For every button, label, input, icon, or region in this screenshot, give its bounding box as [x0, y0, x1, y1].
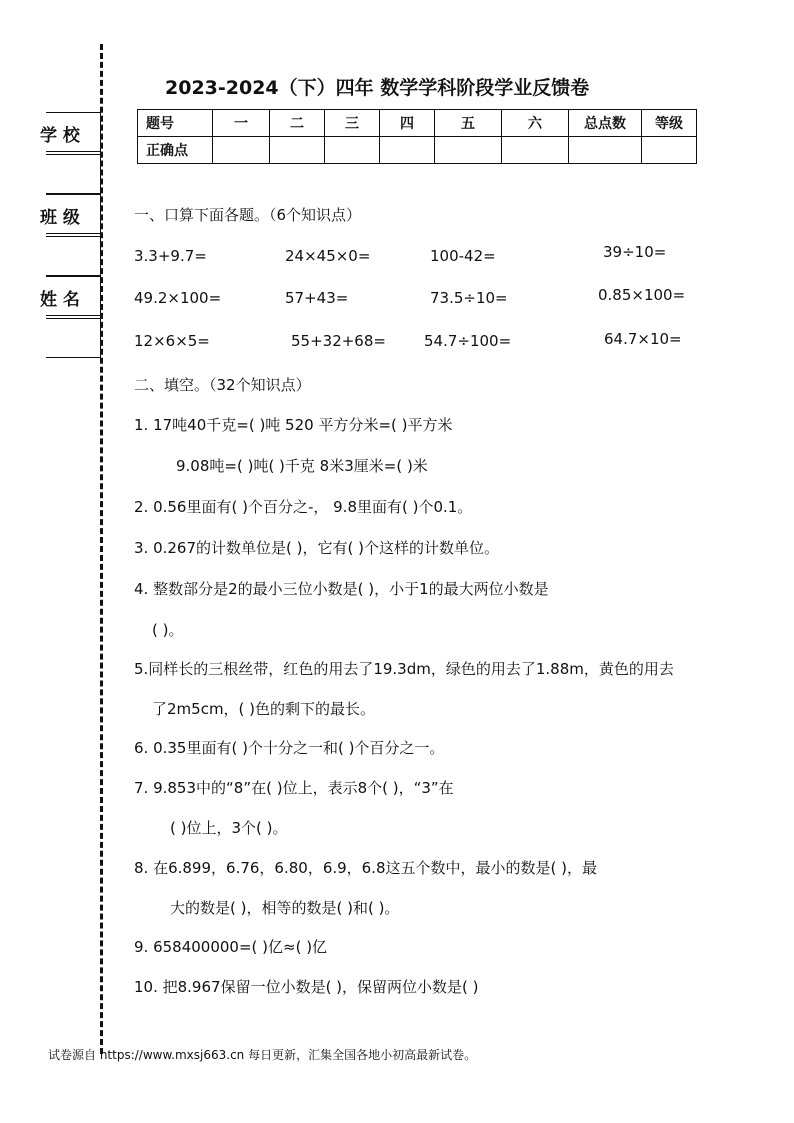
name-input[interactable] — [46, 318, 101, 358]
score-header-cell: 等级 — [642, 110, 697, 137]
mental-math-item: 3.3+9.7= — [134, 247, 207, 265]
score-header-cell: 四 — [380, 110, 435, 137]
section2-heading: 二、填空。（32个知识点） — [134, 376, 311, 394]
mental-math-item: 64.7×10= — [604, 330, 682, 348]
score-input-cell[interactable] — [502, 137, 569, 164]
score-header-cell: 题号 — [138, 110, 213, 137]
question-line: 9. 658400000=( )亿≈( )亿 — [134, 938, 328, 956]
score-header-cell: 一 — [213, 110, 270, 137]
source-footer: 试卷源自 https://www.mxsj663.cn 每日更新，汇集全国各地小初高最新试卷。 — [48, 1048, 477, 1062]
name-label: 姓 名 — [40, 290, 80, 310]
mental-math-item: 0.85×100= — [598, 286, 686, 304]
score-input-cell[interactable] — [325, 137, 380, 164]
score-header-cell: 二 — [270, 110, 325, 137]
score-header-cell: 五 — [435, 110, 502, 137]
mental-math-item: 24×45×0= — [285, 247, 371, 265]
score-table — [137, 109, 697, 164]
question-line: 1. 17吨40千克=( )吨 520 平方分米=( )平方米 — [134, 416, 453, 434]
score-input-cell[interactable] — [435, 137, 502, 164]
question-line: 2. 0.56里面有( )个百分之-， 9.8里面有( )个0.1。 — [134, 498, 473, 516]
question-line: ( )。 — [152, 621, 184, 639]
score-input-cell[interactable] — [213, 137, 270, 164]
question-line: 6. 0.35里面有( )个十分之一和( )个百分之一。 — [134, 739, 445, 757]
score-header-cell: 三 — [325, 110, 380, 137]
score-input-cell[interactable] — [569, 137, 642, 164]
mental-math-item: 12×6×5= — [134, 332, 210, 350]
mental-math-item: 54.7÷100= — [424, 332, 512, 350]
question-line: 8. 在6.899，6.76，6.80，6.9，6.8这五个数中，最小的数是( )，最 — [134, 859, 598, 877]
score-header-cell: 六 — [502, 110, 569, 137]
class-label: 班 级 — [40, 208, 80, 228]
question-line: 4. 整数部分是2的最小三位小数是( )，小于1的最大两位小数是 — [134, 580, 549, 598]
mental-math-item: 39÷10= — [603, 243, 667, 261]
question-line: ( )位上，3个( )。 — [170, 819, 288, 837]
score-table-header-row — [138, 110, 697, 137]
score-header-cell: 总点数 — [569, 110, 642, 137]
question-line: 7. 9.853中的“8”在( )位上，表示8个( )，“3”在 — [134, 779, 454, 797]
section1-heading: 一、口算下面各题。（6个知识点） — [134, 206, 362, 224]
school-input[interactable] — [46, 154, 101, 194]
question-line: 9.08吨=( )吨( )千克 8米3厘米=( )米 — [176, 457, 428, 475]
correct-row-label: 正确点 — [138, 137, 213, 164]
page-title: 2023-2024（下）四年 数学学科阶段学业反馈卷 — [165, 77, 590, 99]
mental-math-item: 57+43= — [285, 289, 349, 307]
score-input-cell[interactable] — [642, 137, 697, 164]
score-table-correct-row — [138, 137, 697, 164]
mental-math-item: 49.2×100= — [134, 289, 222, 307]
class-input[interactable] — [46, 236, 101, 276]
question-line: 10. 把8.967保留一位小数是( )，保留两位小数是( ) — [134, 978, 479, 996]
score-input-cell[interactable] — [380, 137, 435, 164]
question-line: 3. 0.267的计数单位是( )，它有( )个这样的计数单位。 — [134, 539, 499, 557]
school-label: 学 校 — [40, 126, 80, 146]
mental-math-item: 55+32+68= — [291, 332, 386, 350]
score-input-cell[interactable] — [270, 137, 325, 164]
mental-math-item: 73.5÷10= — [430, 289, 508, 307]
question-line: 了2m5cm，( )色的剩下的最长。 — [152, 700, 376, 718]
mental-math-item: 100-42= — [430, 247, 496, 265]
question-line: 大的数是( )，相等的数是( )和( )。 — [170, 899, 400, 917]
question-line: 5.同样长的三根丝带，红色的用去了19.3dm，绿色的用去了1.88m，黄色的用去 — [134, 660, 674, 678]
